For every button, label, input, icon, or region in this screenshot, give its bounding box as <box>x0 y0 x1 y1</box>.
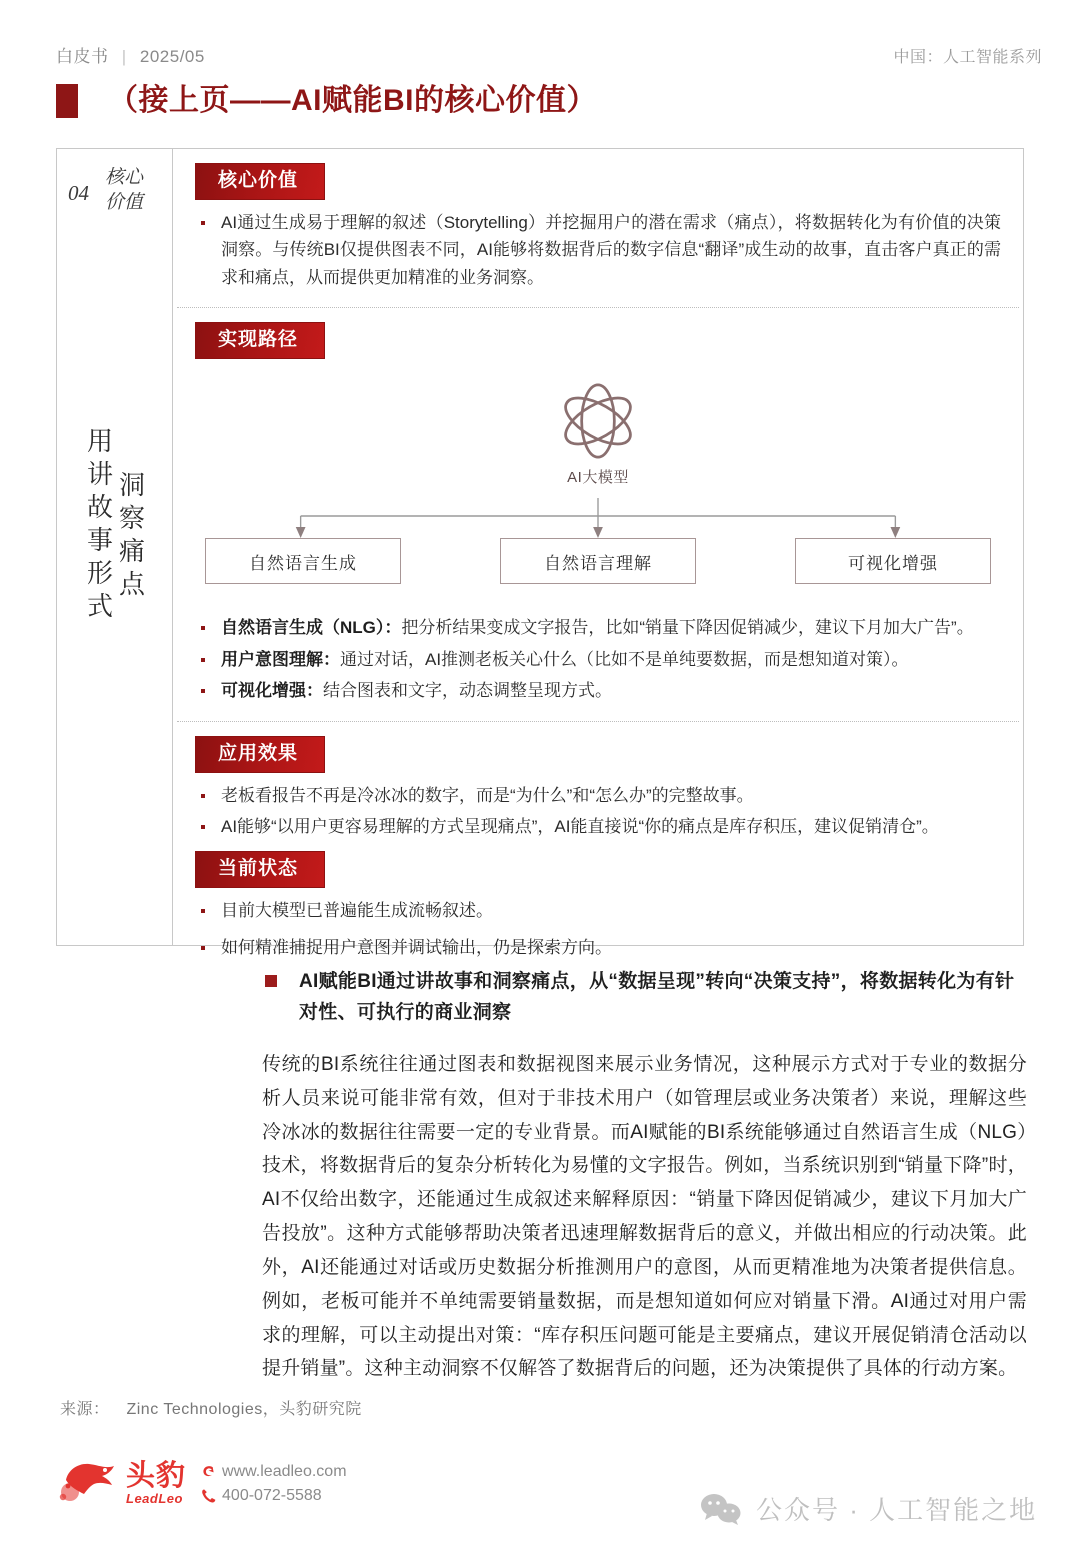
flow-node-visualization: 可视化增强 <box>795 538 991 584</box>
list-item: AI能够“以用户更容易理解的方式呈现痛点”，AI能直接说“你的痛点是库存积压，建议促销清仓”。 <box>195 813 1001 841</box>
application-effect-tag: 应用效果 <box>195 736 325 773</box>
status-tag-wrap <box>195 845 1001 897</box>
footer-logo <box>58 1458 347 1509</box>
leadleo-name-cn: 头豹 <box>126 1460 187 1492</box>
sidebar-column <box>57 149 173 945</box>
effect-bullets <box>195 782 1001 841</box>
phone-line <box>200 1484 347 1507</box>
keypoint-marker-square <box>265 975 277 987</box>
leadleo-name-en: LeadLeo <box>126 1491 183 1506</box>
list-item: AI通过生成易于理解的叙述（Storytelling）并挖掘用户的潜在需求（痛点），将数据转化为有价值的决策洞察。与传统BI仅提供图表不同，AI能够将数据背后的数字信息“翻译”成生动的故事，直击客户真正的需求和痛点，从而提供更加精准的业务洞察。 <box>195 209 1001 292</box>
globe-icon <box>200 1463 222 1480</box>
body-paragraph: 传统的BI系统往往通过图表和数据视图来展示业务情况，这种展示方式对于专业的数据分析人员来说可能非常有效，但对于非技术用户（如管理层或业务决策者）来说，理解这些冷冰冰的数据往往需要一定的专业背景。而AI赋能的BI系统能够通过自然语言生成（NLG）技术，将数据背后的复杂分析转化为易懂的文字报告。例如，当系统识别到“销量下降”时，AI不仅给出数字，还能通过生成叙述来解释原因：“销量下降因促销减少，建议下月加大广告投放”。这种方式能够帮助决策者迅速理解数据背后的意义，并做出相应的行动决策。此外，AI还能通过对话或历史数据分析推测用户的意图，从而更精准地为决策者提供信息。例如，老板可能并不单纯需要销量数据，而是想知道如何应对销量下滑。AI通过对用户需求的理解，可以主动提出对策：“库存积压问题可能是主要痛点，建议开展促销清仓活动以提升销量”。这种主动洞察不仅解答了数据背后的问题，还为决策提供了具体的行动方案。 <box>262 1054 1027 1380</box>
source-label: 来源： <box>60 1401 110 1418</box>
list-item <box>195 614 1001 642</box>
list-item: 如何精准捕捉用户意图并调试输出，仍是探索方向。 <box>195 934 1001 962</box>
website-text[interactable]: www.leadleo.com <box>222 1463 347 1481</box>
path-bullet-desc: 把分析结果变成文字报告，比如“销量下降因促销减少，建议下月加大广告”。 <box>401 618 974 638</box>
list-item: 老板看报告不再是冷冰冰的数字，而是“为什么”和“怎么办”的完整故事。 <box>195 782 1001 810</box>
flow-node-nlg: 自然语言生成 <box>205 538 401 584</box>
status-bullets <box>195 897 1001 962</box>
path-bullet-term: 可视化增强： <box>221 681 323 701</box>
flow-node-nlu: 自然语言理解 <box>500 538 696 584</box>
path-tag-wrap <box>195 308 1001 368</box>
title-marker-square <box>56 84 78 118</box>
keypoint-callout <box>265 967 1025 1029</box>
header-series-label: 中国：人工智能系列 <box>893 49 1042 66</box>
section-application-effect <box>173 722 1023 841</box>
path-bullets <box>195 614 1001 705</box>
ai-model-label: AI大模型 <box>567 469 629 487</box>
core-value-tag-wrap <box>195 149 1001 209</box>
ai-model-root <box>195 378 1001 487</box>
path-bullet-desc: 通过对话，AI推测老板关心什么（比如不是单纯要数据，而是想知道对策）。 <box>340 649 909 669</box>
ai-flow-diagram <box>195 370 1001 608</box>
current-status-tag: 当前状态 <box>195 851 325 888</box>
core-value-tag: 核心价值 <box>195 163 325 200</box>
source-value: Zinc Technologies，头豹研究院 <box>126 1401 362 1418</box>
sidebar-category: 核心价值 <box>105 167 144 214</box>
section-current-status <box>173 845 1023 962</box>
list-item <box>195 646 1001 674</box>
path-bullet-desc: 结合图表和文字，动态调整呈现方式。 <box>323 681 612 701</box>
sidebar-vertical-primary: 用讲故事形式 <box>83 427 114 625</box>
header-separator: | <box>121 47 127 66</box>
header-doc-type: 白皮书 <box>56 47 109 66</box>
header-date: 2025/05 <box>139 47 205 66</box>
page-title-row <box>56 78 597 124</box>
list-item <box>195 677 1001 705</box>
source-line <box>60 1396 362 1419</box>
body-column <box>173 149 1023 958</box>
website-line <box>200 1460 347 1483</box>
section-core-value <box>173 149 1023 307</box>
phone-icon <box>200 1487 222 1504</box>
atom-icon <box>555 378 641 464</box>
leadleo-wordmark <box>126 1462 186 1505</box>
effect-tag-wrap <box>195 722 1001 782</box>
section-implementation-path <box>173 308 1023 720</box>
sidebar-number: 04 <box>68 181 89 205</box>
wechat-icon <box>700 1492 742 1526</box>
phone-text: 400-072-5588 <box>222 1486 322 1504</box>
leopard-logo-icon <box>58 1458 120 1509</box>
watermark-text: 公众号 · 人工智能之地 <box>756 1495 1038 1525</box>
keypoint-text: AI赋能BI通过讲故事和洞察痛点，从“数据呈现”转向“决策支持”，将数据转化为有针对性、可执行的商业洞察 <box>299 971 1015 1023</box>
implementation-path-tag: 实现路径 <box>195 322 325 359</box>
sidebar-vertical-labels <box>57 427 172 707</box>
wechat-watermark <box>700 1490 1037 1527</box>
page-title: （接上页——AI赋能BI的核心价值） <box>108 84 597 117</box>
header-left <box>56 42 205 67</box>
leadleo-contact <box>200 1460 347 1506</box>
list-item: 目前大模型已普遍能生成流畅叙述。 <box>195 897 1001 925</box>
core-value-bullets <box>195 209 1001 292</box>
path-bullet-term: 用户意图理解： <box>221 649 340 669</box>
content-box <box>56 148 1024 958</box>
path-bullet-term: 自然语言生成（NLG）： <box>221 618 402 638</box>
page-header <box>0 0 1080 76</box>
sidebar-vertical-secondary: 洞察痛点 <box>115 471 146 603</box>
flow-node-row <box>195 538 1001 584</box>
